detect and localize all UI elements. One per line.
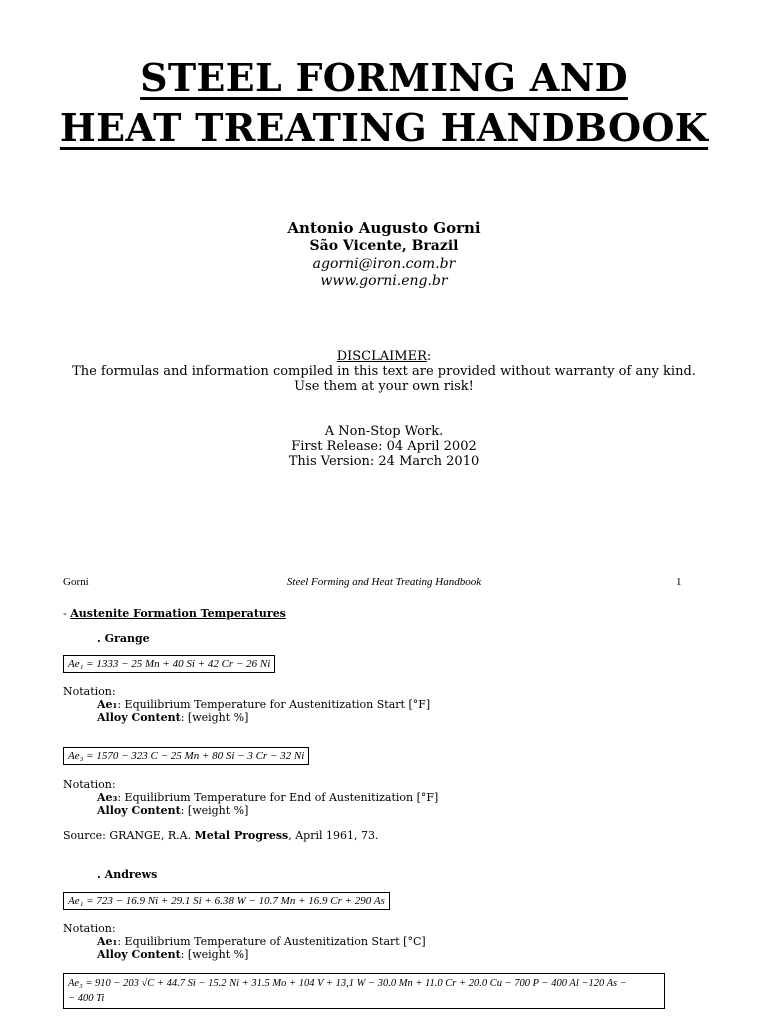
grange-notation2-ae-desc: : Equilibrium Temperature for End of Austenitization [°F] — [117, 791, 439, 804]
section-title-row — [63, 607, 286, 620]
grange-notation1-label: Notation: — [63, 685, 116, 698]
andrews-notation1-alloy-label: Alloy Content — [97, 948, 181, 961]
this-version: This Version: 24 March 2010 — [288, 454, 480, 469]
header-page-number: 1 — [676, 576, 682, 588]
header-author: Gorni — [63, 576, 89, 588]
grange-notation2-alloy-label: Alloy Content — [97, 804, 181, 817]
grange-source-prefix: Source: GRANGE, R.A. — [63, 829, 195, 842]
grange-notation1-ae — [97, 698, 430, 711]
cover-email[interactable]: agorni@iron.com.br — [312, 256, 456, 272]
disclaimer-line2: Use them at your own risk! — [294, 379, 474, 394]
grange-notation2-ae-symbol: Ae₃ — [97, 791, 118, 804]
grange-notation1-alloy — [97, 711, 248, 724]
disclaimer-colon: : — [426, 349, 432, 364]
grange-notation2-label: Notation: — [63, 778, 116, 791]
andrews-formula-ae3 — [63, 973, 665, 1009]
grange-notation1-ae-symbol: Ae₁ — [97, 698, 118, 711]
andrews-heading: . Andrews — [97, 868, 158, 881]
grange-notation2-alloy — [97, 804, 248, 817]
andrews-notation1-label: Notation: — [63, 922, 116, 935]
cover-title-line2: HEAT TREATING HANDBOOK — [59, 105, 709, 150]
andrews-notation1-alloy — [97, 948, 248, 961]
header-title: Steel Forming and Heat Treating Handbook — [286, 576, 482, 588]
grange-source-suffix: , April 1961, 73. — [288, 829, 379, 842]
andrews-notation1-ae-symbol: Ae₁ — [97, 935, 118, 948]
grange-notation1-alloy-desc: : [weight %] — [180, 711, 249, 724]
cover-author: Antonio Augusto Gorni — [287, 219, 481, 237]
cover-website[interactable]: www.gorni.eng.br — [320, 273, 448, 289]
grange-notation1-ae-desc: : Equilibrium Temperature for Austenitization Start [°F] — [117, 698, 431, 711]
disclaimer-line1: The formulas and information compiled in this text are provided without warranty of any kind. — [72, 364, 696, 379]
andrews-formula-ae3-line2: − 400 Ti — [68, 993, 105, 1004]
section-title: Austenite Formation Temperatures — [70, 607, 286, 620]
andrews-formula-ae1: Ae₁ = 723 − 16.9 Ni + 29.1 Si + 6.38 W − 10.7 Mn + 16.9 Cr + 290 As — [63, 892, 390, 910]
work-line: A Non-Stop Work. — [324, 424, 444, 439]
disclaimer-heading: DISCLAIMER — [336, 349, 427, 364]
grange-source-journal: Metal Progress — [194, 829, 289, 842]
grange-notation2-alloy-desc: : [weight %] — [180, 804, 249, 817]
grange-notation2-ae — [97, 791, 438, 804]
grange-formula-ae3: Ae₃ = 1570 − 323 C − 25 Mn + 80 Si − 3 Cr − 32 Ni — [63, 747, 309, 765]
andrews-notation1-ae — [97, 935, 426, 948]
first-release: First Release: 04 April 2002 — [291, 439, 477, 454]
section-dash: - — [63, 607, 71, 620]
andrews-notation1-ae-desc: : Equilibrium Temperature of Austenitization Start [°C] — [117, 935, 426, 948]
grange-source — [63, 829, 378, 842]
andrews-formula-ae3-line1: Ae₃ = 910 − 203 √C + 44.7 Si − 15.2 Ni + 31.5 Mo + 104 V + 13,1 W − 30.0 Mn + 11.0 Cr + 20.0 Cu − 700 P − 400 Al −120 As − — [68, 978, 627, 989]
disclaimer-heading-row — [0, 349, 768, 365]
grange-formula-ae1: Ae₁ = 1333 − 25 Mn + 40 Si + 42 Cr − 26 Ni — [63, 655, 275, 673]
andrews-notation1-alloy-desc: : [weight %] — [180, 948, 249, 961]
cover-title-line1: STEEL FORMING AND — [140, 55, 628, 100]
grange-notation1-alloy-label: Alloy Content — [97, 711, 181, 724]
grange-heading: . Grange — [97, 632, 150, 645]
cover-location: São Vicente, Brazil — [309, 238, 459, 254]
